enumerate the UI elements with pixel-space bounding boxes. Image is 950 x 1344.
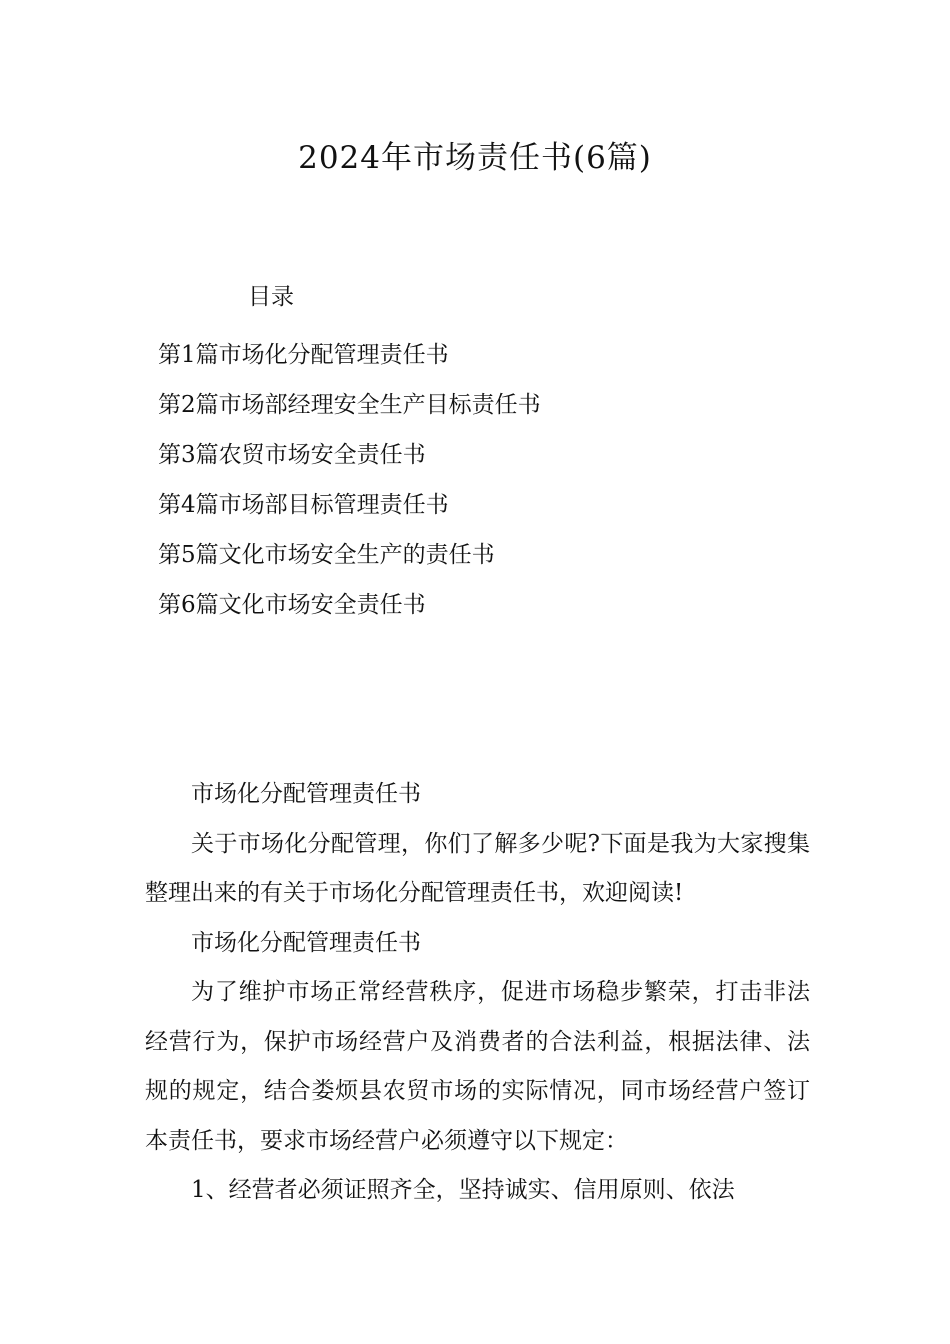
body-text [145, 770, 810, 1216]
section-heading-repeat: 市场化分配管理责任书 [191, 929, 421, 956]
intro-paragraph: 关于市场化分配管理，你们了解多少呢?下面是我为大家搜集整理出来的有关于市场化分配管理责任书，欢迎阅读! [145, 830, 810, 906]
toc-item-1: 第1篇市场化分配管理责任书 [158, 342, 449, 368]
toc-item-6: 第6篇文化市场安全责任书 [158, 592, 426, 618]
rule-paragraph-1: 1、经营者必须证照齐全，坚持诚实、信用原则、依法 [191, 1177, 735, 1203]
toc-item-4: 第4篇市场部目标管理责任书 [158, 492, 449, 518]
document-title: 2024年市场责任书(6篇) [298, 140, 652, 176]
toc-item-2: 第2篇市场部经理安全生产目标责任书 [158, 392, 541, 418]
toc-heading: 目录 [248, 284, 294, 310]
section-heading: 市场化分配管理责任书 [191, 781, 421, 807]
purpose-paragraph: 为了维护市场正常经营秩序，促进市场稳步繁荣，打击非法经营行为，保护市场经营户及消费者的合法利益，根据法律、法规的规定，结合娄烦县农贸市场的实际情况，同市场经营户签订本责任书，要求市场经营户必须遵守以下规定： [145, 979, 810, 1154]
table-of-contents [158, 330, 541, 630]
toc-item-3: 第3篇农贸市场安全责任书 [158, 442, 426, 468]
toc-item-5: 第5篇文化市场安全生产的责任书 [158, 542, 495, 568]
